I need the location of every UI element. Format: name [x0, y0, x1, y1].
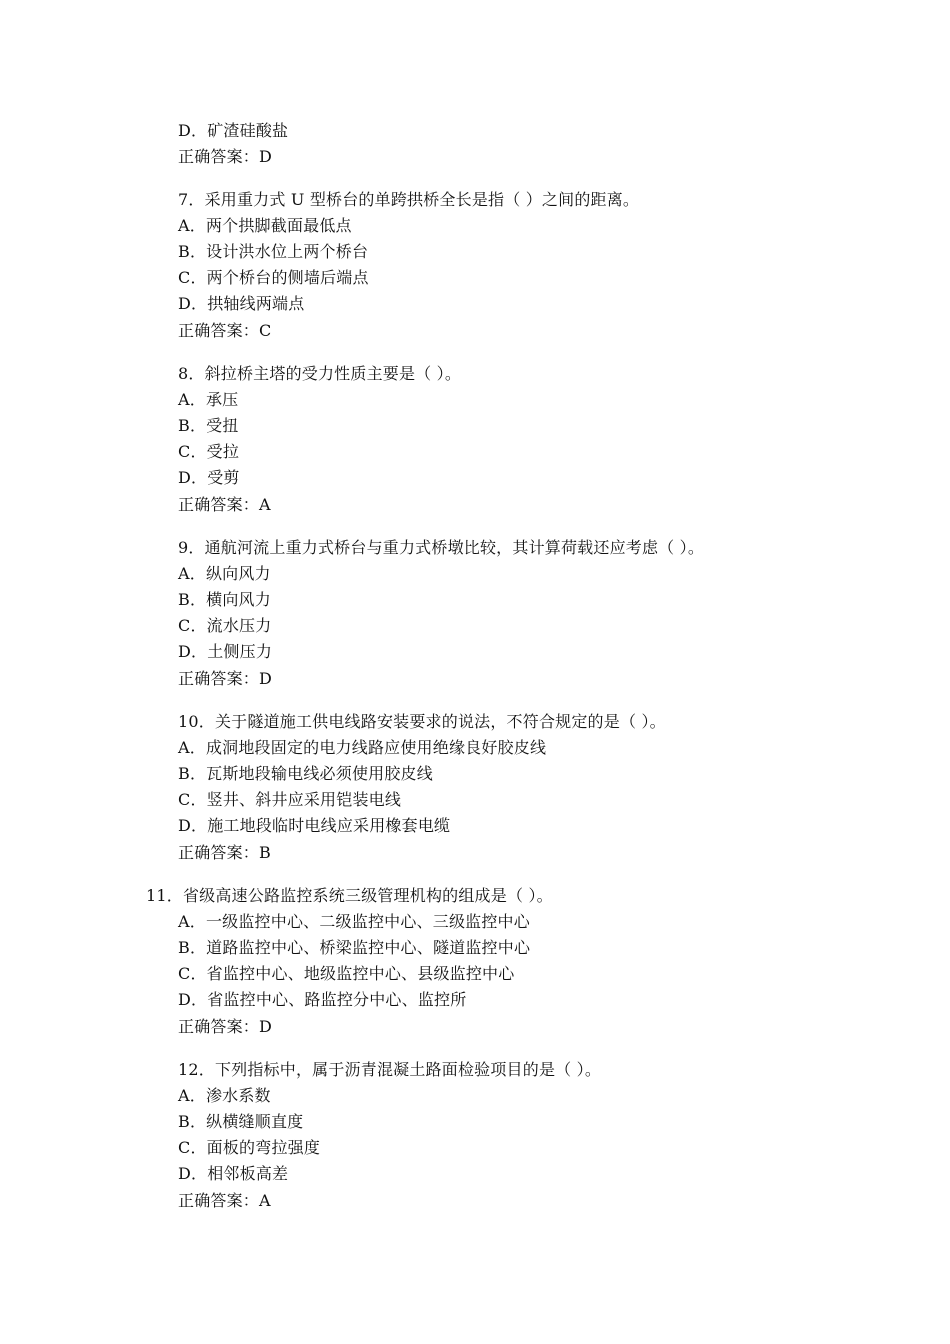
q9-option-d: D．土侧压力	[178, 642, 273, 661]
q9-answer: 正确答案：D	[178, 669, 273, 688]
q7-option-d: D．拱轴线两端点	[178, 294, 305, 313]
q10-option-c: C．竖井、斜井应采用铠装电线	[178, 790, 402, 809]
q8-stem: 8．斜拉桥主塔的受力性质主要是（ ）。	[178, 364, 462, 383]
q10-option-b: B．瓦斯地段输电线必须使用胶皮线	[178, 764, 433, 783]
q12-answer: 正确答案：A	[178, 1191, 271, 1210]
q6-answer: 正确答案：D	[178, 147, 273, 166]
q7-option-a: A．两个拱脚截面最低点	[178, 216, 352, 235]
q8-option-a: A．承压	[178, 390, 239, 409]
q7-option-c: C．两个桥台的侧墙后端点	[178, 268, 369, 287]
q9-option-c: C．流水压力	[178, 616, 272, 635]
q11-option-d: D．省监控中心、路监控分中心、监控所	[178, 990, 467, 1009]
q11-answer: 正确答案：D	[178, 1017, 273, 1036]
q10-answer: 正确答案：B	[178, 843, 271, 862]
q7-stem: 7．采用重力式 U 型桥台的单跨拱桥全长是指（ ）之间的距离。	[178, 190, 640, 209]
q8-option-c: C．受拉	[178, 442, 240, 461]
q10-option-a: A．成洞地段固定的电力线路应使用绝缘良好胶皮线	[178, 738, 547, 757]
q10-option-d: D．施工地段临时电线应采用橡套电缆	[178, 816, 451, 835]
q8-option-b: B．受扭	[178, 416, 239, 435]
q8-answer: 正确答案：A	[178, 495, 271, 514]
q11-option-a: A．一级监控中心、二级监控中心、三级监控中心	[178, 912, 530, 931]
q8-option-d: D．受剪	[178, 468, 240, 487]
q9-option-b: B．横向风力	[178, 590, 271, 609]
q11-option-b: B．道路监控中心、桥梁监控中心、隧道监控中心	[178, 938, 531, 957]
q9-option-a: A．纵向风力	[178, 564, 271, 583]
q7-option-b: B．设计洪水位上两个桥台	[178, 242, 369, 261]
q7-answer: 正确答案：C	[178, 321, 272, 340]
q12-option-d: D．相邻板高差	[178, 1164, 289, 1183]
q11-option-c: C．省监控中心、地级监控中心、县级监控中心	[178, 964, 515, 983]
q12-option-c: C．面板的弯拉强度	[178, 1138, 321, 1157]
q10-stem: 10．关于隧道施工供电线路安装要求的说法，不符合规定的是（ ）。	[178, 712, 666, 731]
q12-option-b: B．纵横缝顺直度	[178, 1112, 304, 1131]
q9-stem: 9．通航河流上重力式桥台与重力式桥墩比较，其计算荷载还应考虑（ ）。	[178, 538, 705, 557]
q6-option-d: D．矿渣硅酸盐	[178, 121, 289, 140]
q12-stem: 12．下列指标中，属于沥青混凝土路面检验项目的是（ ）。	[178, 1060, 602, 1079]
q11-stem: 11．省级高速公路监控系统三级管理机构的组成是（ ）。	[146, 886, 553, 905]
q12-option-a: A．渗水系数	[178, 1086, 271, 1105]
